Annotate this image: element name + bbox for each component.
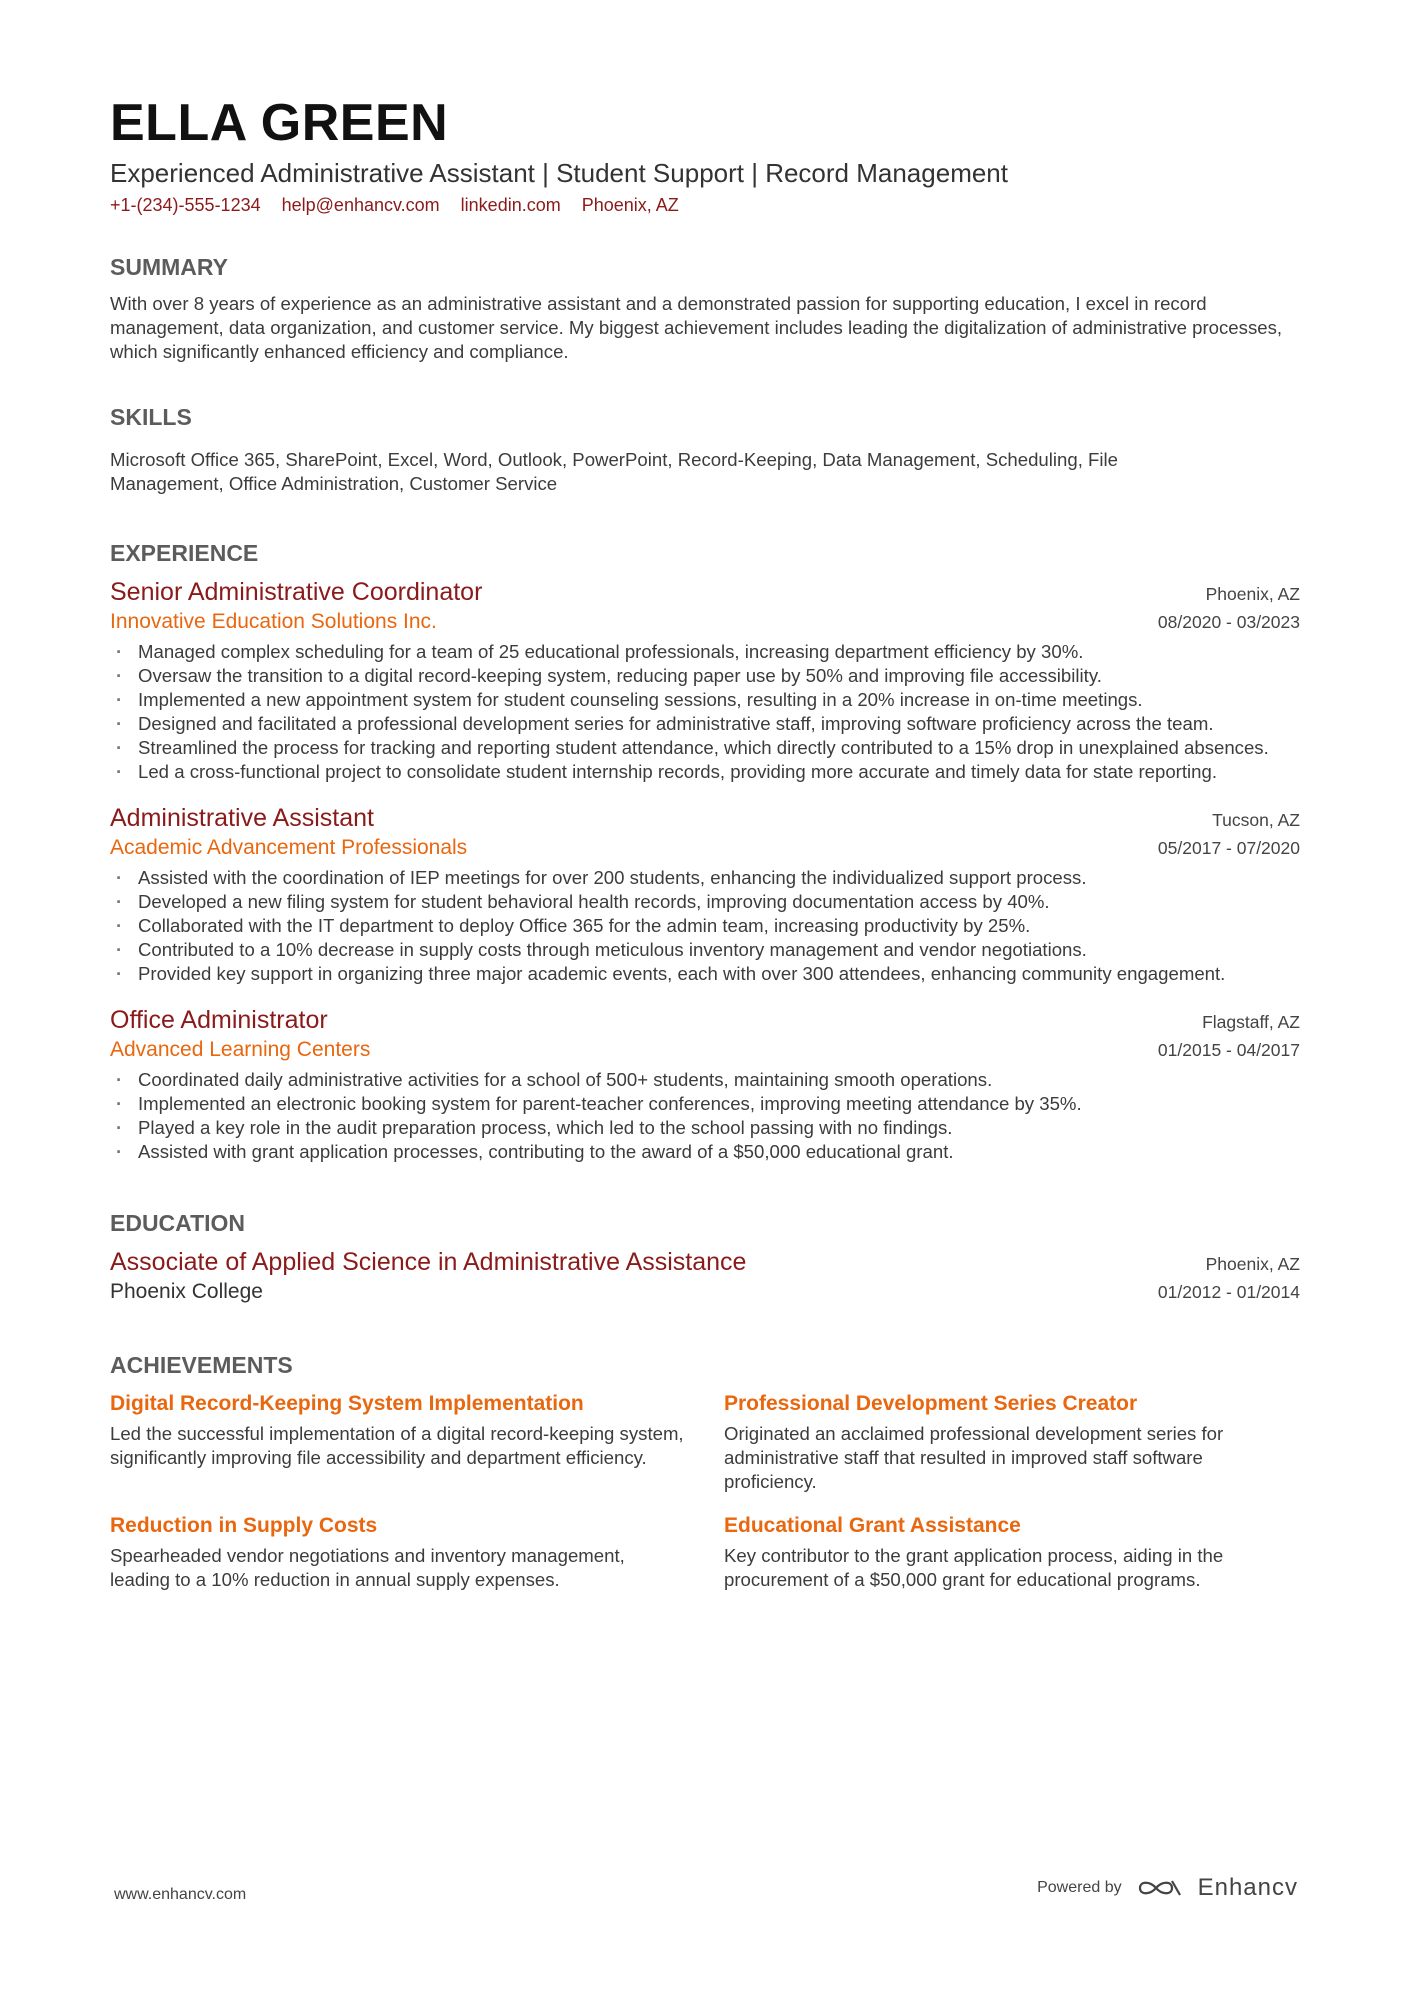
job-location: Tucson, AZ xyxy=(1212,810,1300,830)
resume-page xyxy=(110,92,1300,1592)
linkedin-link[interactable]: linkedin.com xyxy=(460,195,561,215)
job-location: Flagstaff, AZ xyxy=(1202,1012,1300,1032)
footer-website[interactable]: www.enhancv.com xyxy=(114,1886,247,1903)
job-dates: 05/2017 - 07/2020 xyxy=(1157,838,1300,858)
job-location: Phoenix, AZ xyxy=(1205,584,1300,604)
bullet-item: · Managed complex scheduling for a team of 25 educational professionals, increasing department efficiency by 30%. xyxy=(110,640,1300,664)
job-bullets xyxy=(110,640,1300,784)
job-dates: 08/2020 - 03/2023 xyxy=(1157,612,1300,632)
bullet-item: · Developed a new filing system for student behavioral health records, improving documentation access by 40%. xyxy=(110,890,1300,914)
experience-title: EXPERIENCE xyxy=(110,540,259,566)
skills-title: SKILLS xyxy=(110,404,192,430)
powered-by-label: Powered by xyxy=(1037,1879,1122,1896)
education-title: EDUCATION xyxy=(110,1210,246,1236)
achievements-title: ACHIEVEMENTS xyxy=(110,1352,293,1378)
footer-branding xyxy=(1037,1874,1298,1902)
bullet-item: · Oversaw the transition to a digital record-keeping system, reducing paper use by 50% and improving file accessibility. xyxy=(110,664,1300,688)
achievement-desc: Key contributor to the grant application process, aiding in the procurement of a $50,000 grant for educational programs. xyxy=(724,1545,1224,1590)
experience-section xyxy=(110,538,1300,1164)
bullet-item: · Designed and facilitated a professional development series for administrative staff, improving software proficiency across the team. xyxy=(110,712,1300,736)
summary-text: With over 8 years of experience as an administrative assistant and a demonstrated passion for supporting education, I excel in record management, data organization, and customer service. My biggest achievement includes leading the digitalization of administrative processes, which significantly enhanced efficiency and compliance. xyxy=(110,293,1283,362)
achievement-item xyxy=(724,1512,1300,1592)
job-company: Advanced Learning Centers xyxy=(110,1038,371,1061)
achievement-title: Professional Development Series Creator xyxy=(724,1392,1138,1415)
summary-title: SUMMARY xyxy=(110,254,228,280)
job-company: Innovative Education Solutions Inc. xyxy=(110,610,437,633)
achievement-item xyxy=(724,1390,1300,1494)
location-text: Phoenix, AZ xyxy=(581,195,679,215)
bullet-item: · Assisted with the coordination of IEP meetings for over 200 students, enhancing the individualized support process. xyxy=(110,866,1300,890)
job-company: Academic Advancement Professionals xyxy=(110,836,468,859)
achievements-section xyxy=(110,1350,1300,1592)
bullet-item: · Implemented an electronic booking system for parent-teacher conferences, improving meeting attendance by 35%. xyxy=(110,1092,1300,1116)
achievement-title: Reduction in Supply Costs xyxy=(110,1514,378,1537)
email-link[interactable]: help@enhancv.com xyxy=(281,195,440,215)
degree-title: Associate of Applied Science in Administrative Assistance xyxy=(110,1248,747,1276)
achievement-title: Educational Grant Assistance xyxy=(724,1514,1021,1537)
resume-header xyxy=(110,92,1300,218)
job-bullets xyxy=(110,866,1300,986)
candidate-headline: Experienced Administrative Assistant | Student Support | Record Management xyxy=(110,158,1008,188)
achievement-item xyxy=(110,1390,686,1494)
bullet-item: · Assisted with grant application processes, contributing to the award of a $50,000 educational grant. xyxy=(110,1140,1300,1164)
bullet-item: · Coordinated daily administrative activities for a school of 500+ students, maintaining smooth operations. xyxy=(110,1068,1300,1092)
bullet-item: · Implemented a new appointment system for student counseling sessions, resulting in a 20% increase in on-time meetings. xyxy=(110,688,1300,712)
achievement-title: Digital Record-Keeping System Implementation xyxy=(110,1392,584,1415)
education-location: Phoenix, AZ xyxy=(1205,1254,1300,1274)
bullet-item: · Provided key support in organizing three major academic events, each with over 300 attendees, enhancing community engagement. xyxy=(110,962,1300,986)
education-section xyxy=(110,1208,1300,1306)
job-entry xyxy=(110,576,1300,784)
phone-link[interactable]: +1-(234)-555-1234 xyxy=(110,195,261,215)
achievement-item xyxy=(110,1512,686,1592)
enhancv-logo-icon xyxy=(1136,1875,1184,1901)
contact-row xyxy=(110,192,1300,218)
job-entry xyxy=(110,802,1300,986)
bullet-item: · Led a cross-functional project to consolidate student internship records, providing more accurate and timely data for state reporting. xyxy=(110,760,1300,784)
skills-section xyxy=(110,402,1300,496)
job-bullets xyxy=(110,1068,1300,1164)
candidate-name: ELLA GREEN xyxy=(110,94,449,152)
education-dates: 01/2012 - 01/2014 xyxy=(1157,1282,1300,1302)
job-dates: 01/2015 - 04/2017 xyxy=(1157,1040,1300,1060)
job-role: Senior Administrative Coordinator xyxy=(110,578,483,606)
summary-section xyxy=(110,252,1300,364)
bullet-item: · Collaborated with the IT department to deploy Office 365 for the admin team, increasing productivity by 25%. xyxy=(110,914,1300,938)
job-role: Administrative Assistant xyxy=(110,804,374,832)
skills-text: Microsoft Office 365, SharePoint, Excel, Word, Outlook, PowerPoint, Record-Keeping, Data Management, Scheduling, File Management, Office Administration, Customer Service xyxy=(110,449,1119,494)
bullet-item: · Played a key role in the audit preparation process, which led to the school passing with no findings. xyxy=(110,1116,1300,1140)
achievement-desc: Spearheaded vendor negotiations and inventory management, leading to a 10% reduction in annual supply expenses. xyxy=(110,1545,625,1590)
bullet-item: · Contributed to a 10% decrease in supply costs through meticulous inventory management and vendor negotiations. xyxy=(110,938,1300,962)
school-name: Phoenix College xyxy=(110,1280,263,1303)
bullet-item: · Streamlined the process for tracking and reporting student attendance, which directly contributed to a 15% drop in unexplained absences. xyxy=(110,736,1300,760)
job-role: Office Administrator xyxy=(110,1006,328,1034)
enhancv-logo-text: Enhancv xyxy=(1197,1874,1298,1901)
achievement-desc: Led the successful implementation of a digital record-keeping system, significantly improving file accessibility and department efficiency. xyxy=(110,1423,684,1468)
achievement-desc: Originated an acclaimed professional development series for administrative staff that resulted in improved staff software proficiency. xyxy=(724,1423,1224,1492)
job-entry xyxy=(110,1004,1300,1164)
